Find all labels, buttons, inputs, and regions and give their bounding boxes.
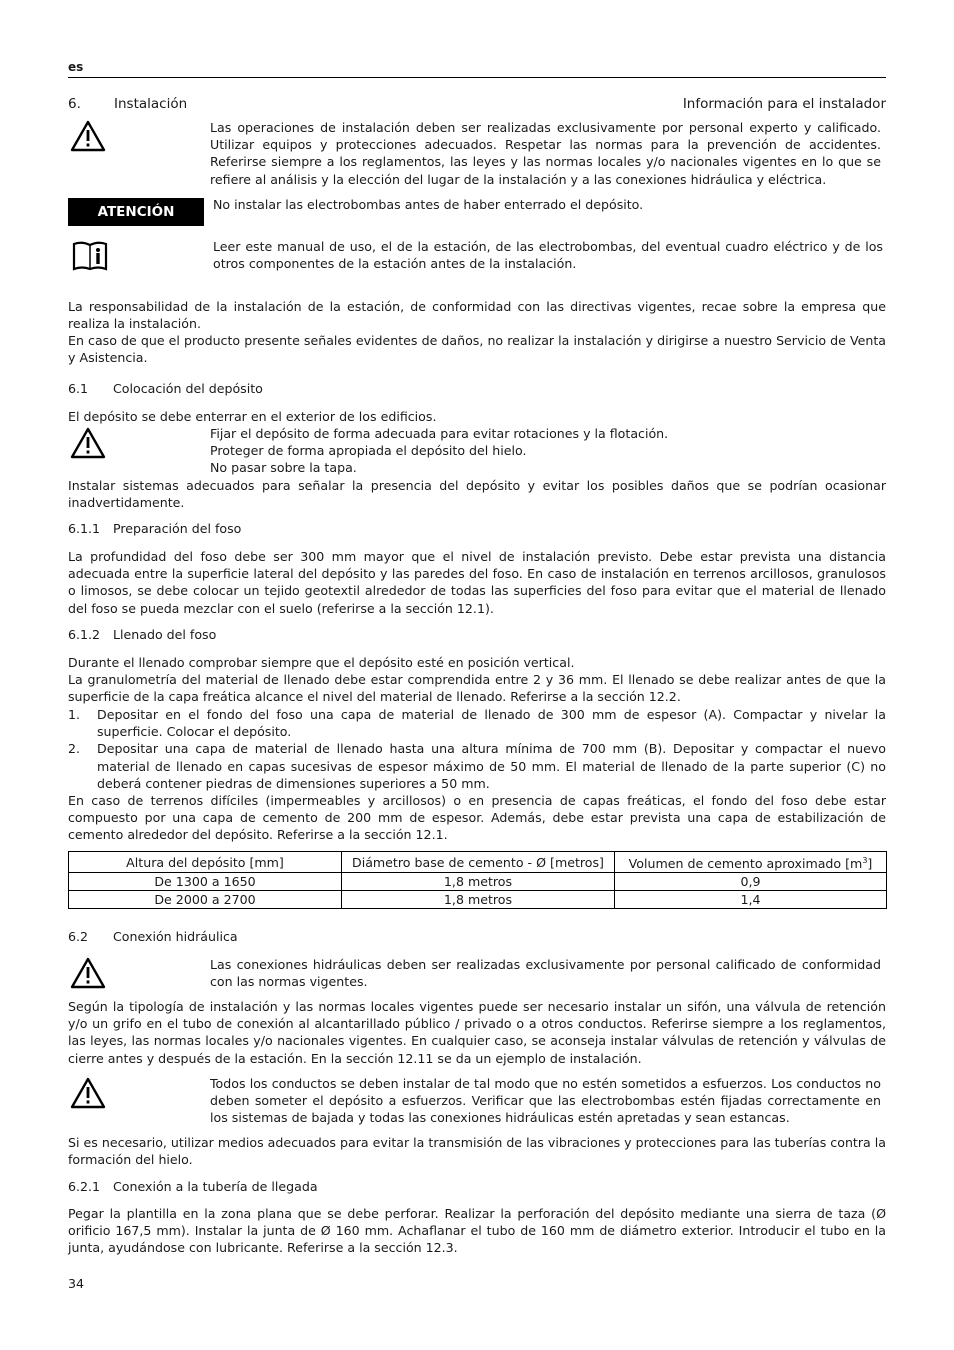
step-number: 1. [68,707,81,722]
section-title: Instalación [114,96,188,112]
section-6-1-1-heading [68,521,241,536]
step-text: Depositar una capa de material de llenado hasta una altura mínima de 700 mm (B). Depositar y compactar el nuevo material de llenado en capas sucesivas de espesor máximo de 50 mm. El material de llenado de la parte superior (C) no deberá contener piedras de dimensiones superiores a 50 mm. [97,741,886,791]
section-6-2-heading [68,929,238,944]
filling-line-2: La granulometría del material de llenado debe estar comprendida entre 2 y 36 mm. El llenado se debe realizar antes de que la superficie de la capa freática alcance el nivel del material de llenado. Referirse a la sección 12.2. [68,672,886,705]
filling-steps-list [68,706,886,792]
warning-triangle-icon [70,120,106,152]
section-6-2-1-heading [68,1179,318,1194]
vibration-paragraph: Si es necesario, utilizar medios adecuados para evitar la transmisión de las vibraciones y protecciones para las tuberías contra la formación del hielo. [68,1135,886,1168]
section-6-1-2-heading [68,627,216,642]
table-header: Altura del depósito [mm] [69,852,342,873]
section-number: 6.2.1 [68,1179,101,1194]
warning-line: Fijar el depósito de forma adecuada para evitar rotaciones y la flotación. [210,426,669,441]
section-title: Conexión hidráulica [113,929,238,944]
table-cell: De 1300 a 1650 [69,873,342,891]
table-cell: 1,8 metros [342,873,615,891]
table-header-row [69,852,887,873]
section-6-1-heading [68,381,263,396]
warning-triangle-icon [70,957,106,989]
pit-preparation-text: La profundidad del foso debe ser 300 mm mayor que el nivel de instalación previsto. Debe estar prevista una distancia adecuada entre la superficie lateral del depósito y las paredes del foso. En caso de instalación en terrenos arcillosos, granulosos o limosos, se debe colocar un tejido geotextil alrededor de todas las superficies del foso para evitar que el material de llenado del foso se pueda mezclar con el suelo (referirse a la sección 12.1). [68,549,886,616]
table-cell: 0,9 [615,873,887,891]
warning-installation-text: Las operaciones de instalación deben ser realizadas exclusivamente por personal experto y calificado. Utilizar equipos y protecciones adecuados. Respetar las normas para la prevención de accidentes. Referirse siempre a los reglamentos, las leyes y las normas locales y/o nacionales vigentes en lo que se refiere al análisis y la elección del lugar de la instalación y a las conexiones hidráulica y eléctrica. [210,120,881,187]
filling-line-1: Durante el llenado comprobar siempre que el depósito esté en posición vertical. [68,655,575,670]
table-cell: 1,8 metros [342,891,615,909]
list-item [68,740,886,792]
placement-warnings [210,425,880,477]
warning-triangle-icon [70,1077,106,1109]
warning-triangle-icon [70,427,106,459]
section-number: 6.1 [68,381,89,396]
section-title: Llenado del foso [113,627,217,642]
placement-intro: El depósito se debe enterrar en el exterior de los edificios. [68,409,437,424]
section-title: Colocación del depósito [113,381,263,396]
table-cell: 1,4 [615,891,887,909]
installer-info-heading: Información para el instalador [682,96,886,112]
attention-text: No instalar las electrobombas antes de haber enterrado el depósito. [213,197,644,212]
section-title: Preparación del foso [113,521,242,536]
hydraulic-paragraph: Según la tipología de instalación y las normas locales vigentes puede ser necesario instalar un sifón, una válvula de retención y/o un grifo en el tubo de conexión al alcantarillado público / privado o a otros conductos. Referirse siempre a los reglamentos, las leyes, las normas locales y/o nacionales vigentes. En cualquier caso, se aconseja instalar válvulas de retención y válvulas de cierre antes y después de la estación. En la sección 12.11 se da un ejemplo de instalación. [68,999,886,1066]
table-row [69,891,887,909]
warning-line: No pasar sobre la tapa. [210,460,357,476]
section-number: 6. [68,96,81,112]
step-text: Depositar en el fondo del foso una capa de material de llenado de 300 mm de espesor (A). Compactar y nivelar la superficie. Colocar el depósito. [97,707,886,740]
cement-table [68,851,887,909]
manual-book-icon [72,240,108,272]
table-header: Diámetro base de cemento - Ø [metros] [342,852,615,873]
page-number: 34 [68,1276,85,1291]
damage-paragraph: En caso de que el producto presente señales evidentes de daños, no realizar la instalación y dirigirse a nuestro Servicio de Venta y Asistencia. [68,333,886,366]
language-code: es [68,60,84,74]
manual-reading-text: Leer este manual de uso, el de la estación, de las electrobombas, del eventual cuadro eléctrico y de los otros componentes de la estación antes de la instalación. [213,239,883,272]
responsibility-paragraph: La responsabilidad de la instalación de la estación, de conformidad con las directivas vigentes, recae sobre la empresa que realiza la instalación. [68,299,886,332]
difficult-terrain-paragraph: En caso de terrenos difíciles (impermeables y arcillosos) o en presencia de capas freáticas, el fondo del foso debe estar compuesto por una capa de cemento de 200 mm de espesor. Además, debe estar prevista una capa de estabilización de cemento alrededor del depósito. Referirse a la sección 12.1. [68,793,886,843]
attention-badge: ATENCIÓN [68,198,204,226]
section-number: 6.1.1 [68,521,101,536]
table-cell: De 2000 a 2700 [69,891,342,909]
list-item [68,706,886,740]
conduits-warning-text: Todos los conductos se deben instalar de tal modo que no estén sometidos a esfuerzos. Los conductos no deben someter el depósito a esfuerzos. Verificar que las electrobombas estén fijadas correctamente en los sistemas de bajada y todas las conexiones hidráulicas estén apretadas y sean estancas. [210,1076,881,1126]
warning-line: Proteger de forma apropiada el depósito del hielo. [210,443,527,459]
table-header: Volumen de cemento aproximado $[m^3]$ [615,852,887,873]
header-divider [68,77,886,78]
signaling-paragraph: Instalar sistemas adecuados para señalar la presencia del depósito y evitar los posibles daños que se podrían ocasionar inadvertidamente. [68,478,886,511]
hydraulic-warning-text: Las conexiones hidráulicas deben ser realizadas exclusivamente por personal calificado de conformidad con las normas vigentes. [210,957,881,990]
inlet-pipe-text: Pegar la plantilla en la zona plana que se debe perforar. Realizar la perforación del depósito mediante una sierra de taza (Ø orificio 167,5 mm). Instalar la junta de Ø 160 mm. Achaflanar el tubo de 160 mm de diámetro exterior. Introducir el tubo en la junta, ayudándose con lubricante. Referirse a la sección 12.3. [68,1206,886,1256]
section-6-heading [68,96,187,112]
section-title: Conexión a la tubería de llegada [113,1179,318,1194]
section-number: 6.2 [68,929,89,944]
section-number: 6.1.2 [68,627,101,642]
step-number: 2. [68,741,81,757]
table-row [69,873,887,891]
